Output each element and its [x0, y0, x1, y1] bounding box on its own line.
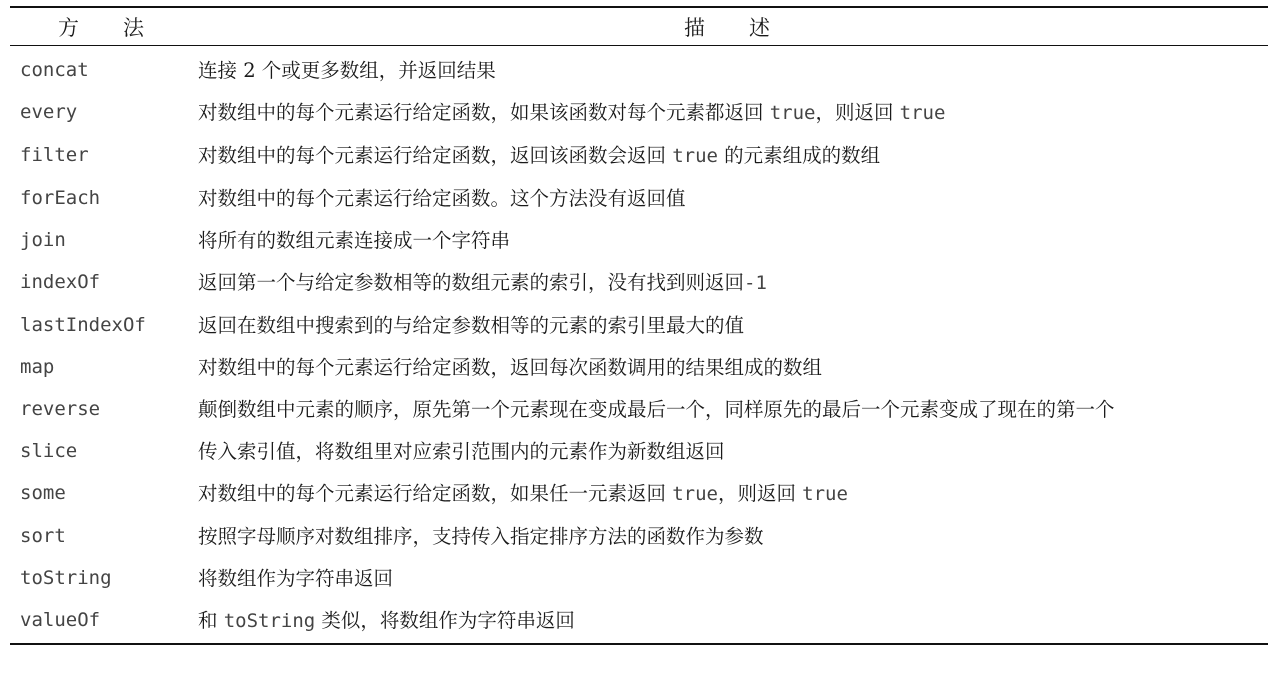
table-body — [10, 46, 1268, 644]
method-description-cell — [188, 135, 1268, 178]
table-row — [10, 516, 1268, 558]
method-description-cell — [188, 262, 1268, 305]
table-row — [10, 92, 1268, 135]
table-row — [10, 473, 1268, 516]
method-name-cell: filter — [20, 144, 89, 166]
method-description-cell — [188, 46, 1268, 92]
description-text: 对数组中的每个元素运行给定函数，返回该函数会返回 — [198, 144, 673, 167]
method-name-cell: valueOf — [20, 609, 101, 631]
array-methods-table — [10, 6, 1268, 645]
table-row — [10, 347, 1268, 389]
description-text: 连接 2 个或更多数组，并返回结果 — [198, 59, 496, 82]
description-text: 对数组中的每个元素运行给定函数，返回每次函数调用的结果组成的数组 — [198, 356, 823, 379]
table-row — [10, 46, 1268, 92]
method-name-cell: reverse — [20, 398, 101, 420]
table-row — [10, 600, 1268, 644]
column-header-description-char: 述 — [749, 15, 772, 40]
description-text: 将数组作为字符串返回 — [198, 567, 394, 590]
method-name-cell: map — [20, 356, 55, 378]
table-row — [10, 135, 1268, 178]
description-text: 返回第一个与给定参数相等的数组元素的索引，没有找到则返回 — [198, 271, 745, 294]
method-description-cell — [188, 220, 1268, 262]
method-name-cell: forEach — [20, 187, 101, 209]
table-row — [10, 220, 1268, 262]
column-header-description-char: 描 — [684, 15, 707, 40]
column-header-method — [10, 7, 188, 46]
method-name-cell: slice — [20, 440, 78, 462]
description-text: 对数组中的每个元素运行给定函数。这个方法没有返回值 — [198, 187, 686, 210]
header-row — [10, 7, 1268, 46]
description-text: ，则返回 — [815, 101, 900, 124]
description-text: 对数组中的每个元素运行给定函数，如果该函数对每个元素都返回 — [198, 101, 770, 124]
method-name-cell: every — [20, 101, 78, 123]
inline-code: toString — [223, 610, 316, 632]
inline-code: true — [769, 102, 816, 124]
method-name-cell: lastIndexOf — [20, 314, 146, 336]
description-text: 传入索引值，将数组里对应索引范围内的元素作为新数组返回 — [198, 440, 725, 463]
inline-code: true — [672, 483, 718, 505]
table-row — [10, 431, 1268, 473]
table-row — [10, 305, 1268, 347]
description-text: 将所有的数组元素连接成一个字符串 — [198, 229, 511, 252]
method-name-cell: sort — [20, 525, 66, 547]
inline-code: true — [899, 102, 946, 124]
table-row — [10, 558, 1268, 600]
description-text: 返回在数组中搜索到的与给定参数相等的元素的索引里最大的值 — [198, 314, 745, 337]
column-header-method-char: 方 — [58, 15, 81, 40]
method-description-cell — [188, 305, 1268, 347]
inline-code: true — [672, 145, 718, 167]
column-header-description — [188, 7, 1268, 46]
method-description-cell — [188, 389, 1268, 431]
table-row — [10, 262, 1268, 305]
description-text: ，则返回 — [717, 482, 803, 505]
method-description-cell — [188, 473, 1268, 516]
description-text: 对数组中的每个元素运行给定函数，如果任一元素返回 — [198, 482, 673, 505]
method-name-cell: some — [20, 482, 66, 504]
description-text: 按照字母顺序对数组排序，支持传入指定排序方法的函数作为参数 — [198, 525, 764, 548]
method-description-cell — [188, 516, 1268, 558]
description-text: 的元素组成的数组 — [717, 144, 881, 167]
inline-code: -1 — [744, 272, 767, 294]
column-header-method-char: 法 — [123, 15, 146, 40]
method-name-cell: concat — [20, 59, 89, 81]
description-text: 颠倒数组中元素的顺序，原先第一个元素现在变成最后一个，同样原先的最后一个元素变成了现在的第一个 — [198, 398, 1115, 421]
method-description-cell — [188, 347, 1268, 389]
method-description-cell — [188, 558, 1268, 600]
method-name-cell: indexOf — [20, 271, 101, 293]
table-header — [10, 7, 1268, 46]
inline-code: true — [802, 483, 848, 505]
method-name-cell: join — [20, 229, 66, 251]
description-text: 和 — [198, 609, 224, 632]
description-text: 类似，将数组作为字符串返回 — [315, 609, 575, 632]
table-row — [10, 178, 1268, 220]
table-row — [10, 389, 1268, 431]
method-description-cell — [188, 600, 1268, 644]
method-description-cell — [188, 178, 1268, 220]
method-name-cell: toString — [20, 567, 112, 589]
array-methods-table-container — [10, 6, 1268, 645]
method-description-cell — [188, 431, 1268, 473]
method-description-cell — [188, 92, 1268, 135]
